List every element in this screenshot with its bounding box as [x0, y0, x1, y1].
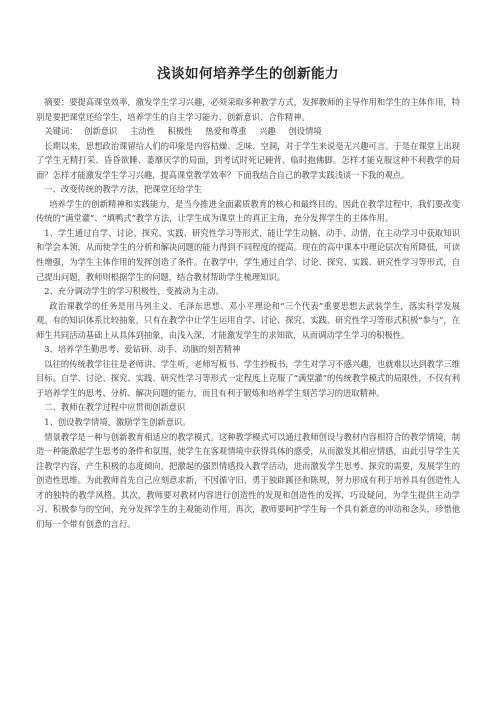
keyword: 热爱和尊重 [205, 126, 247, 137]
document-title: 浅谈如何培养学生的创新能力 [157, 66, 339, 82]
section-1-item-1: 1、学生通过自学、讨论、探究、实践、研究性学习等形式，能让学生动脑、动手、动情，在主动学习中获取知识和学会本领，从而使学生的分析和解决问题的能力得到不同程度的提高。现在的高中课本中理论层次有所降低，可读性增强，为学生主体作用的发挥创造了条件。在教学中，学生通过自学、讨论、探究、实践、研究性学习等形式，自己提出问题，教师则根据学生的问题，结合教材帮助学生梳理知识。 [36, 227, 460, 282]
section-2-heading: 二、教师在教学过程中应贯彻创新意识 [44, 402, 186, 413]
keyword: 创新意识 [84, 126, 118, 137]
intro-paragraph: 长期以来，思想政治课留给人们的印象是内容枯燥、乏味、空洞，对于学生来说毫无兴趣可言。于是在课堂上出现了学生无精打采、昏昏欲睡、萎靡厌学的局面，到考试时死记硬背、临时抱佛脚。怎样才能克服这种不利教学的局面？怎样才能激发学生学习兴趣，提高课堂教学效率？下面我结合自己的教学实践浅谈一下我的观点。 [36, 140, 460, 180]
section-1-item-3-heading: 3、培养学生勤思考、爱钻研、动手、动脑的刻苦精神 [44, 344, 241, 355]
section-2-item-1-heading: 1、创设教学情境，激励学生创新意识。 [44, 417, 191, 428]
section-1-paragraph: 培养学生的创新精神和实践能力，是当今推进全面素质教育的核心和最终目的。因此在教学过程中，我们要改变传统的“满堂灌”、“填鸭式”教学方法，让学生成为课堂上的真正主角，充分发挥学生的主体作用。 [36, 198, 460, 224]
section-2-item-1-paragraph: 情景教学是一种与创新教育相适应的教学模式。这种教学模式可以通过教师创设与教材内容相符合的教学情境，制造一种能激起学生思考的条件和氛围，使学生在客观情境中获得具体的感受，从而激发其相应情感，由此引导学生关注教学内容，产生积极的态度倾向，把激起的强烈情感投入教学活动，进而激发学生思考、探究的需要，发展学生的创造性思维。为此教师首先自己应刻意求新，不因循守旧，勇于独辟蹊径和陈规，努力形成有利于培养具有创造性人才的独特的教学风格。其次，教师要对教材内容进行创造性的发现和创造性的发挥，巧设疑问，为学生提供主动学习、积极参与的空间，充分发挥学生的主观能动作用。再次，教师要呵护学生每一个具有新意的冲动和念头，珍惜他们每一个带有创意的言行。 [36, 431, 460, 529]
keyword: 主动性 [129, 126, 155, 137]
keyword: 积极性 [167, 126, 193, 137]
section-1-heading: 一、改变传统的教学方法，把课堂还给学生 [44, 184, 202, 195]
keywords-line [36, 124, 460, 139]
abstract: 摘要：要提高课堂效率，激发学生学习兴趣，必须采取多种教学方式，发挥教师的主导作用和学生的主体作用，特别是要把课堂还给学生，培养学生的自主学习能力、创新意识、合作精神。 [36, 97, 460, 122]
section-1-item-2-paragraph: 政治课教学的任务是用马列主义、毛泽东思想、邓小平理论和“三个代表”重要思想去武装学生，落实科学发展观。有的知识体系比较抽象，只有在教学中让学生运用自学、讨论、探究、实践、研究性学习等形式积极“参与”，在师生共同活动基础上从具体到抽象，由浅入深，才能激发学生的求知欲，从而调动学生学习的积极性。 [36, 300, 460, 340]
section-1-item-3-paragraph: 以往的传统教学往往是老师讲、学生听，老师写板书、学生抄板书，学生对学习不感兴趣，也就难以达到教学三维目标。自学、讨论、探究、实践、研究性学习等形式一定程度上克服了“满堂灌”的传统教学模式的局限性，不仅有利于培养学生的思考、分析、解决问题的能力，而且有利于锻炼和培养学生刻苦学习的进取精神。 [36, 358, 460, 398]
section-1-item-2-heading: 2、充分调动学生的学习积极性，变被动为主动。 [44, 286, 224, 297]
keyword: 创设情境 [288, 126, 322, 137]
keywords-label: 关键词： [44, 126, 78, 137]
keyword: 兴趣 [259, 126, 276, 137]
